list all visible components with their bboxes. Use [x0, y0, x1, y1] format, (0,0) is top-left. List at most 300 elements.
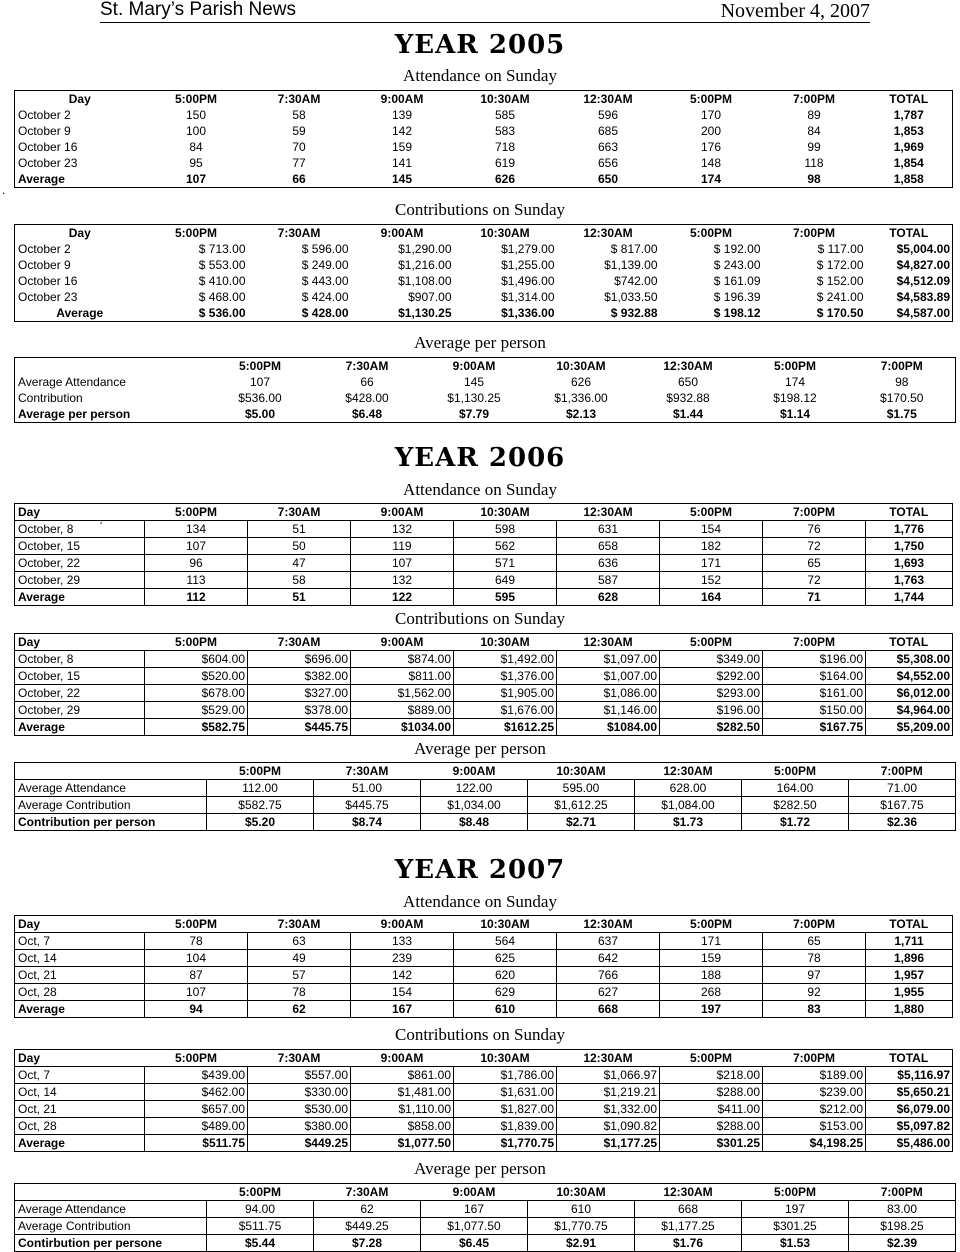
table-cell: $411.00 — [660, 1101, 763, 1118]
table-row — [15, 1067, 953, 1084]
table-cell: 167 — [351, 1001, 454, 1018]
column-header: 10:30AM — [556, 358, 606, 373]
table-cell: 107 — [145, 538, 248, 555]
table-cell: $1,139.00 — [604, 257, 658, 272]
table-cell: 1,787 — [893, 107, 924, 122]
table-cell: 65 — [763, 555, 866, 572]
column-header: 5:00PM — [773, 358, 817, 373]
table-row — [15, 933, 953, 950]
column-header: 5:00PM — [174, 634, 218, 649]
row-label: October 23 — [18, 155, 78, 170]
table-cell: 625 — [454, 950, 557, 967]
table-cell: 95 — [189, 155, 203, 170]
table-cell: $1,492.00 — [454, 651, 557, 668]
attendance-table — [14, 90, 953, 188]
column-header: 12:30AM — [583, 225, 633, 240]
table-cell: 619 — [494, 155, 516, 170]
table-cell: $1034.00 — [351, 719, 454, 736]
table-row — [15, 273, 953, 289]
table-row — [15, 406, 956, 423]
table-cell: $5.20 — [207, 814, 314, 831]
row-label: October 23 — [18, 289, 78, 304]
table-cell: $1,077.50 — [351, 1135, 454, 1152]
table-cell: $150.00 — [763, 702, 866, 719]
table-cell: 637 — [557, 933, 660, 950]
table-cell: $1,090.82 — [557, 1118, 660, 1135]
table-cell: 656 — [597, 155, 619, 170]
table-cell: $4,512.09 — [896, 273, 950, 288]
row-label: Contirbution per persone — [15, 1235, 207, 1252]
column-header: 7:00PM — [880, 358, 923, 373]
table-cell: 78 — [248, 984, 351, 1001]
table-cell: 51 — [248, 589, 351, 606]
table-cell: $5,486.00 — [866, 1135, 953, 1152]
table-cell: 62 — [314, 1201, 421, 1218]
table-cell: 58 — [292, 107, 306, 122]
table-cell: 1,858 — [893, 171, 924, 186]
table-cell: 142 — [391, 123, 413, 138]
table-cell: 104 — [145, 950, 248, 967]
column-header: 12:30AM — [583, 634, 633, 649]
table-cell: $189.00 — [763, 1067, 866, 1084]
table-cell: $1,219.21 — [557, 1084, 660, 1101]
column-header: 5:00PM — [238, 1184, 282, 1199]
column-header: 5:00PM — [238, 763, 282, 778]
column-header: 5:00PM — [689, 91, 733, 106]
column-header: 9:00AM — [380, 634, 424, 649]
table-cell: $428.00 — [345, 390, 389, 405]
table-cell: 51.00 — [314, 780, 421, 797]
table-row — [15, 171, 953, 188]
table-cell: 99 — [807, 139, 821, 154]
table-row — [15, 1118, 953, 1135]
table-cell: 610 — [528, 1201, 635, 1218]
column-header: 7:00PM — [792, 634, 836, 649]
table-cell: $293.00 — [660, 685, 763, 702]
table-cell: 1,693 — [866, 555, 953, 572]
table-cell: 595.00 — [528, 780, 635, 797]
table-row — [15, 123, 953, 139]
header-row — [15, 1184, 956, 1201]
table-cell: $811.00 — [351, 668, 454, 685]
table-cell: 1,750 — [866, 538, 953, 555]
table-cell: $2.71 — [528, 814, 635, 831]
column-header: 7:30AM — [277, 504, 321, 519]
year-title: YEAR 2005 — [394, 30, 566, 60]
table-row — [15, 572, 953, 589]
table-cell: $8.48 — [421, 814, 528, 831]
table-row — [15, 814, 956, 831]
row-label: Oct, 21 — [15, 967, 145, 984]
table-cell: $5,004.00 — [896, 241, 950, 256]
table-row — [15, 1218, 956, 1235]
column-header: Day — [18, 1050, 41, 1065]
column-header: 9:00AM — [380, 916, 424, 931]
table-cell: $ 198.12 — [713, 305, 761, 320]
table-cell: $2.91 — [528, 1235, 635, 1252]
table-cell: $1,130.25 — [447, 390, 501, 405]
column-header: 5:00PM — [689, 504, 733, 519]
table-cell: 145 — [463, 374, 485, 389]
table-cell: $7.79 — [458, 406, 490, 421]
table-cell: $1.75 — [886, 406, 917, 421]
table-cell: 141 — [391, 155, 413, 170]
table-cell: 152 — [660, 572, 763, 589]
column-header: TOTAL — [889, 91, 929, 106]
column-header: 7:30AM — [345, 1184, 389, 1199]
table-cell: $657.00 — [145, 1101, 248, 1118]
per-person-title: Average per person — [414, 739, 546, 758]
table-cell: 268 — [660, 984, 763, 1001]
table-cell: $1,077.50 — [421, 1218, 528, 1235]
table-cell: $330.00 — [248, 1084, 351, 1101]
table-cell: 188 — [660, 967, 763, 984]
table-cell: 65 — [763, 933, 866, 950]
column-header: 10:30AM — [480, 634, 530, 649]
table-cell: 628 — [557, 589, 660, 606]
column-header: 9:00AM — [452, 763, 496, 778]
table-cell: $1,332.00 — [557, 1101, 660, 1118]
table-cell: 63 — [248, 933, 351, 950]
table-cell: $153.00 — [763, 1118, 866, 1135]
column-header: Day — [18, 916, 41, 931]
column-header: 7:00PM — [880, 763, 923, 778]
table-cell: $439.00 — [145, 1067, 248, 1084]
table-cell: $ 117.00 — [817, 241, 864, 256]
table-cell: $218.00 — [660, 1067, 763, 1084]
table-cell: $5,650.21 — [866, 1084, 953, 1101]
table-row — [15, 555, 953, 572]
table-row — [15, 538, 953, 555]
column-header: 12:30AM — [663, 358, 713, 373]
table-cell: 112 — [145, 589, 248, 606]
table-cell: 564 — [454, 933, 557, 950]
year-title: YEAR 2006 — [394, 443, 566, 473]
table-cell: 84 — [189, 139, 203, 154]
column-header: 9:00AM — [452, 1184, 496, 1199]
table-cell: 118 — [804, 155, 824, 170]
table-cell: $4,964.00 — [866, 702, 953, 719]
table-cell: $378.00 — [248, 702, 351, 719]
column-header: TOTAL — [889, 916, 929, 931]
table-cell: $889.00 — [351, 702, 454, 719]
newsletter-header — [100, 0, 870, 23]
column-header: 5:00PM — [174, 91, 218, 106]
table-cell: 51 — [248, 521, 351, 538]
table-cell: $861.00 — [351, 1067, 454, 1084]
table-cell: $1.72 — [742, 814, 849, 831]
table-cell: 62 — [248, 1001, 351, 1018]
table-cell: 1,853 — [893, 123, 924, 138]
table-cell: 631 — [557, 521, 660, 538]
row-label: Average per person — [18, 406, 131, 421]
table-cell: $ 553.00 — [198, 257, 246, 272]
row-label: Average — [18, 171, 65, 186]
row-label: Oct, 14 — [15, 950, 145, 967]
row-label: Average — [15, 589, 145, 606]
table-cell: 98 — [807, 171, 821, 186]
column-header: 5:00PM — [773, 763, 817, 778]
table-cell: $ 443.00 — [301, 273, 349, 288]
table-cell: 1,763 — [866, 572, 953, 589]
column-header: 7:30AM — [277, 1050, 321, 1065]
table-cell: $4,587.00 — [896, 305, 950, 320]
table-cell: $301.25 — [742, 1218, 849, 1235]
column-header: 5:00PM — [174, 504, 218, 519]
table-cell: $449.25 — [314, 1218, 421, 1235]
table-cell: 83 — [763, 1001, 866, 1018]
row-label: October, 29 — [15, 702, 145, 719]
table-cell: $4,827.00 — [896, 257, 950, 272]
table-row — [15, 967, 953, 984]
table-cell: $858.00 — [351, 1118, 454, 1135]
column-header: 9:00AM — [452, 358, 496, 373]
column-header: 5:00PM — [689, 634, 733, 649]
table-cell: 89 — [807, 107, 821, 122]
table-row — [15, 257, 953, 273]
table-cell: 49 — [248, 950, 351, 967]
row-label: Average Contribution — [15, 797, 207, 814]
table-cell: $1,146.00 — [557, 702, 660, 719]
column-header: 7:00PM — [792, 504, 836, 519]
table-cell: $582.75 — [207, 797, 314, 814]
table-cell: $ 172.00 — [816, 257, 864, 272]
table-cell: $604.00 — [145, 651, 248, 668]
column-header: Day — [68, 91, 91, 106]
table-cell: 132 — [351, 521, 454, 538]
attendance-table — [14, 503, 953, 606]
table-row — [15, 305, 953, 322]
column-header: 5:00PM — [689, 1050, 733, 1065]
table-cell: $1.14 — [779, 406, 811, 421]
contributions-title: Contributions on Sunday — [394, 200, 565, 219]
table-cell: 1,955 — [866, 984, 953, 1001]
column-header: 5:00PM — [773, 1184, 817, 1199]
row-label: Oct, 7 — [15, 933, 145, 950]
column-header: 7:30AM — [345, 358, 389, 373]
table-cell: 72 — [763, 572, 866, 589]
table-cell: $1,033.50 — [604, 289, 658, 304]
column-header: 10:30AM — [480, 916, 530, 931]
table-row — [15, 241, 953, 257]
table-cell: $1,770.75 — [454, 1135, 557, 1152]
column-header: 12:30AM — [583, 91, 633, 106]
column-header: 7:00PM — [880, 1184, 923, 1199]
column-header: 10:30AM — [480, 91, 530, 106]
table-cell: 658 — [557, 538, 660, 555]
table-cell: $696.00 — [248, 651, 351, 668]
table-cell: $1,086.00 — [557, 685, 660, 702]
table-cell: $292.00 — [660, 668, 763, 685]
row-label: Contribution per person — [15, 814, 207, 831]
row-label: Oct, 21 — [15, 1101, 145, 1118]
column-header: 7:00PM — [792, 916, 836, 931]
table-row — [15, 390, 956, 406]
table-cell: $349.00 — [660, 651, 763, 668]
attendance-title: Attendance on Sunday — [403, 480, 557, 499]
table-cell: 766 — [557, 967, 660, 984]
table-cell: 170 — [700, 107, 722, 122]
column-header: 5:00PM — [174, 916, 218, 931]
table-cell: $1,097.00 — [557, 651, 660, 668]
table-cell: $ 249.00 — [301, 257, 349, 272]
table-cell: 620 — [454, 967, 557, 984]
column-header: 9:00AM — [380, 504, 424, 519]
column-header: 12:30AM — [583, 916, 633, 931]
table-cell: 70 — [292, 139, 306, 154]
table-cell: 84 — [807, 123, 821, 138]
table-cell: $742.00 — [614, 273, 658, 288]
table-cell: $678.00 — [145, 685, 248, 702]
table-cell: $1612.25 — [454, 719, 557, 736]
table-cell: 197 — [660, 1001, 763, 1018]
table-row — [15, 1001, 953, 1018]
table-cell: 649 — [454, 572, 557, 589]
header-row — [15, 916, 953, 933]
table-cell: $520.00 — [145, 668, 248, 685]
row-label: Oct, 7 — [15, 1067, 145, 1084]
table-cell: 628.00 — [635, 780, 742, 797]
table-cell: $ 424.00 — [301, 289, 349, 304]
row-label: Average Contribution — [15, 1218, 207, 1235]
table-cell: 164 — [660, 589, 763, 606]
table-cell: $7.28 — [314, 1235, 421, 1252]
table-cell: 71 — [763, 589, 866, 606]
table-cell: $5,116.97 — [866, 1067, 953, 1084]
column-header: 12:30AM — [583, 504, 633, 519]
table-cell: 72 — [763, 538, 866, 555]
table-row — [15, 719, 953, 736]
table-cell: 100 — [185, 123, 207, 138]
table-cell: 171 — [660, 933, 763, 950]
table-cell: $1,130.25 — [398, 305, 452, 320]
row-label: Average — [56, 305, 104, 320]
table-cell: $5,097.82 — [866, 1118, 953, 1135]
table-cell: 164.00 — [742, 780, 849, 797]
header-row — [15, 225, 953, 242]
table-cell: 98 — [895, 374, 909, 389]
table-cell: $ 152.00 — [816, 273, 864, 288]
table-cell: 585 — [494, 107, 516, 122]
row-label: October 16 — [18, 273, 78, 288]
attendance-title: Attendance on Sunday — [403, 892, 557, 911]
table-cell: $1.53 — [742, 1235, 849, 1252]
table-cell: $4,583.89 — [896, 289, 950, 304]
table-cell: $489.00 — [145, 1118, 248, 1135]
column-header: 7:30AM — [277, 225, 321, 240]
table-row — [15, 1201, 956, 1218]
table-row — [15, 797, 956, 814]
table-cell: 83.00 — [849, 1201, 956, 1218]
table-row — [15, 702, 953, 719]
table-cell: $1,376.00 — [454, 668, 557, 685]
table-cell: $1,827.00 — [454, 1101, 557, 1118]
table-cell: 58 — [248, 572, 351, 589]
table-cell: 636 — [557, 555, 660, 572]
row-label: October 16 — [18, 139, 78, 154]
table-cell: $1,034.00 — [421, 797, 528, 814]
table-cell: 668 — [635, 1201, 742, 1218]
table-cell: $582.75 — [145, 719, 248, 736]
newsletter-title: St. Mary’s Parish News — [100, 0, 297, 20]
table-cell: 583 — [494, 123, 516, 138]
table-cell: $462.00 — [145, 1084, 248, 1101]
table-cell: $198.25 — [849, 1218, 956, 1235]
table-cell: 96 — [145, 555, 248, 572]
table-cell: $ 932.88 — [610, 305, 658, 320]
table-cell: $932.88 — [666, 390, 710, 405]
table-cell: 148 — [700, 155, 722, 170]
column-header: TOTAL — [889, 504, 929, 519]
table-cell: 92 — [763, 984, 866, 1001]
table-cell: 139 — [391, 107, 413, 122]
table-cell: 66 — [360, 374, 374, 389]
table-cell: $1,336.00 — [554, 390, 608, 405]
table-cell: $449.25 — [248, 1135, 351, 1152]
column-header: Day — [18, 634, 41, 649]
table-cell: $1,839.00 — [454, 1118, 557, 1135]
table-row — [15, 1135, 953, 1152]
table-cell: 145 — [391, 171, 413, 186]
table-cell: 107 — [351, 555, 454, 572]
table-cell: 107 — [185, 171, 207, 186]
table-cell: $282.50 — [660, 719, 763, 736]
column-header: 12:30AM — [663, 1184, 713, 1199]
table-cell: $5,209.00 — [866, 719, 953, 736]
header-row — [15, 358, 956, 375]
table-cell: 650 — [677, 374, 699, 389]
table-row — [15, 1084, 953, 1101]
column-header: 5:00PM — [174, 225, 218, 240]
table-cell: $2.13 — [565, 406, 597, 421]
table-cell: $445.75 — [314, 797, 421, 814]
table-cell: $ 817.00 — [610, 241, 658, 256]
table-cell: $5.00 — [244, 406, 276, 421]
stray-mark: ‘ — [100, 520, 103, 532]
contributions-title: Contributions on Sunday — [394, 609, 565, 628]
row-label: October 2 — [18, 241, 71, 256]
table-cell: 176 — [700, 139, 722, 154]
table-cell: 610 — [454, 1001, 557, 1018]
table-cell: 595 — [454, 589, 557, 606]
table-cell: $536.00 — [238, 390, 282, 405]
column-header: 7:00PM — [792, 1050, 836, 1065]
column-header: 9:00AM — [380, 1050, 424, 1065]
table-cell: 1,969 — [893, 139, 924, 154]
table-cell: 167 — [421, 1201, 528, 1218]
header-row — [15, 504, 953, 521]
table-cell: $1,676.00 — [454, 702, 557, 719]
table-cell: 133 — [351, 933, 454, 950]
table-cell: $1,336.00 — [501, 305, 555, 320]
table-cell: $557.00 — [248, 1067, 351, 1084]
table-cell: 132 — [351, 572, 454, 589]
table-cell: $1.73 — [635, 814, 742, 831]
table-cell: 77 — [292, 155, 306, 170]
table-cell: 562 — [454, 538, 557, 555]
table-cell: $196.00 — [660, 702, 763, 719]
row-label: October 2 — [18, 107, 71, 122]
column-header: 10:30AM — [480, 1050, 530, 1065]
row-label: Average — [15, 719, 145, 736]
table-row — [15, 780, 956, 797]
table-cell: $161.00 — [763, 685, 866, 702]
table-cell: $1.44 — [672, 406, 704, 421]
table-cell: 112.00 — [207, 780, 314, 797]
table-row — [15, 289, 953, 305]
table-cell: $1,631.00 — [454, 1084, 557, 1101]
table-cell: 134 — [145, 521, 248, 538]
